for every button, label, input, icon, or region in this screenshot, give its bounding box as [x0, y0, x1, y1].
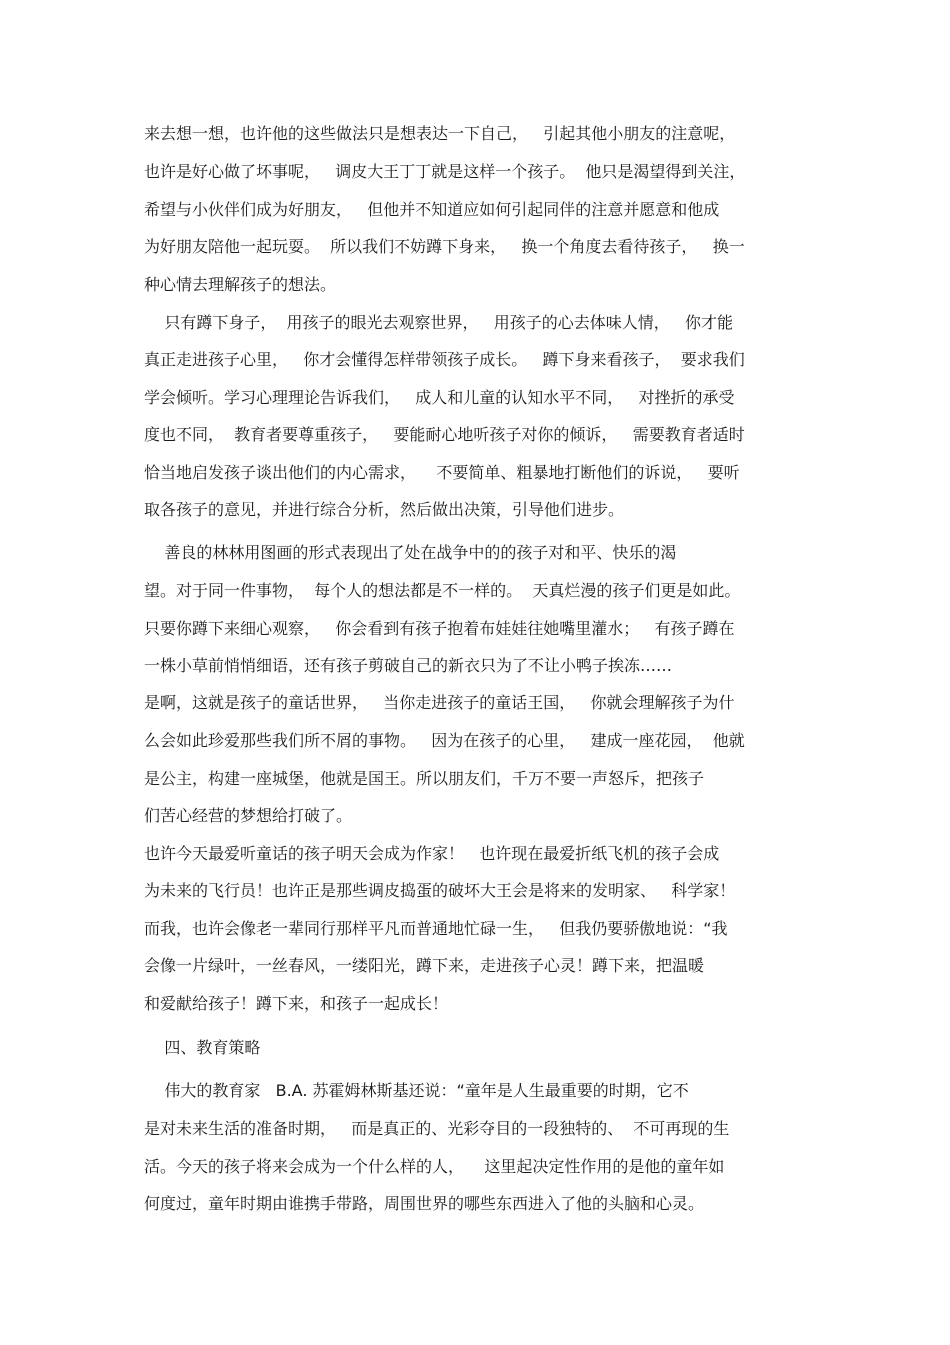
- text-line: 也许是好心做了坏事呢， 调皮大王丁丁就是这样一个孩子。 他只是渴望得到关注，: [144, 162, 746, 181]
- text-line: 望。对于同一件事物， 每个人的想法都是不一样的。 天真烂漫的孩子们更是如此。: [144, 581, 741, 600]
- text-line: 只要你蹲下来细心观察， 你会看到有孩子抱着布娃娃往她嘴里灌水； 有孩子蹲在: [144, 619, 735, 638]
- text-line: 取各孩子的意见，并进行综合分析，然后做出决策，引导他们进步。: [144, 500, 625, 519]
- text-line: 善良的林林用图画的形式表现出了处在战争中的的孩子对和平、快乐的渴: [144, 543, 677, 562]
- text-line: 来去想一想，也许他的这些做法只是想表达一下自己， 引起其他小朋友的注意呢，: [144, 124, 736, 143]
- text-line: 为未来的飞行员！也许正是那些调皮捣蛋的破坏大王会是将来的发明家、 科学家！: [144, 881, 736, 900]
- text-line: 是对未来生活的准备时期， 而是真正的、光彩夺目的一段独特的、 不可再现的生: [144, 1119, 730, 1138]
- text-line: 只有蹲下身子， 用孩子的眼光去观察世界， 用孩子的心去体味人情， 你才能: [144, 313, 734, 332]
- section-heading: 四、教育策略: [144, 1038, 261, 1057]
- text-line: 为好朋友陪他一起玩耍。 所以我们不妨蹲下身来， 换一个角度去看待孩子， 换一: [144, 237, 745, 256]
- text-line: 是公主，构建一座城堡，他就是国王。所以朋友们，千万不要一声怒斥，把孩子: [144, 769, 705, 788]
- text-line: 伟大的教育家 B.A. 苏霍姆林斯基还说：“童年是人生最重要的时期，它不: [144, 1081, 689, 1100]
- text-line: 何度过，童年时期由谁携手带路，周围世界的哪些东西进入了他的头脑和心灵。: [144, 1194, 705, 1213]
- text-line: 真正走进孩子心里， 你才会懂得怎样带领孩子成长。 蹲下身来看孩子， 要求我们: [144, 350, 745, 369]
- text-line: 恰当地启发孩子谈出他们的内心需求， 不要简单、粗暴地打断他们的诉说， 要听: [144, 463, 740, 482]
- text-line: 活。今天的孩子将来会成为一个什么样的人， 这里起决定性作用的是他的童年如: [144, 1157, 725, 1176]
- text-line: 种心情去理解孩子的想法。: [144, 275, 337, 294]
- text-line: 们苦心经营的梦想给打破了。: [144, 806, 353, 825]
- text-line: 希望与小伙伴们成为好朋友， 但他并不知道应如何引起同伴的注意并愿意和他成: [144, 200, 720, 219]
- text-line: 而我，也许会像老一辈同行那样平凡而普通地忙碌一生， 但我仍要骄傲地说：“我: [144, 919, 728, 938]
- text-line: 么会如此珍爱那些我们所不屑的事物。 因为在孩子的心里， 建成一座花园， 他就: [144, 731, 745, 750]
- text-line: 也许今天最爱听童话的孩子明天会成为作家！ 也许现在最爱折纸飞机的孩子会成: [144, 844, 720, 863]
- text-line: 是啊，这就是孩子的童话世界， 当你走进孩子的童话王国， 你就会理解孩子为什: [144, 693, 735, 712]
- text-line: 一株小草前悄悄细语，还有孩子剪破自己的新衣只为了不让小鸭子挨冻……: [144, 656, 673, 675]
- text-line: 度也不同， 教育者要尊重孩子， 要能耐心地听孩子对你的倾诉， 需要教育者适时: [144, 425, 745, 444]
- text-line: 和爱献给孩子！蹲下来，和孩子一起成长！: [144, 994, 449, 1013]
- text-line: 学会倾听。学习心理理论告诉我们， 成人和儿童的认知水平不同， 对挫折的承受: [144, 388, 735, 407]
- text-line: 会像一片绿叶，一丝春风，一缕阳光，蹲下来，走进孩子心灵！蹲下来，把温暖: [144, 956, 705, 975]
